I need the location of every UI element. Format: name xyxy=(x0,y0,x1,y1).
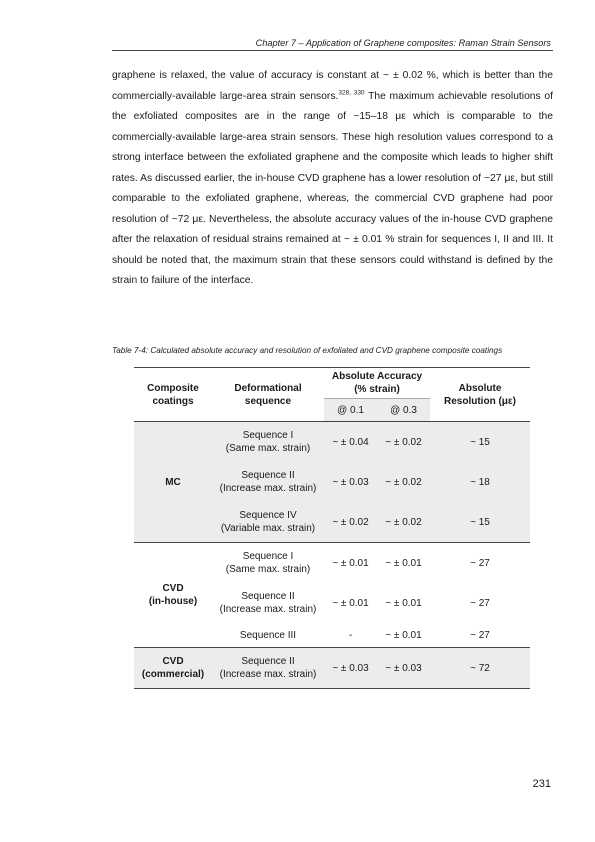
col-header-sequence xyxy=(212,368,324,422)
col-header-accuracy xyxy=(324,368,430,399)
accuracy-0-3-cell: ~ ± 0.02 xyxy=(377,502,430,543)
citation: 328, 330 xyxy=(338,89,365,97)
col-header-coatings-line1: Composite xyxy=(147,382,199,394)
accuracy-0-1-cell: ~ ± 0.01 xyxy=(324,543,377,584)
sequence-line: (Increase max. strain) xyxy=(219,483,317,494)
table-caption: Table 7-4: Calculated absolute accuracy and resolution of exfoliated and CVD graphene composite coatings xyxy=(112,346,503,355)
accuracy-0-1-cell: ~ ± 0.03 xyxy=(324,462,377,502)
running-header: Chapter 7 – Application of Graphene composites: Raman Strain Sensors xyxy=(255,38,551,48)
accuracy-0-1-cell: ~ ± 0.03 xyxy=(324,648,377,689)
group-name-line: CVD xyxy=(162,583,184,594)
sequence-cell xyxy=(212,543,324,584)
body-paragraph xyxy=(112,66,553,292)
group-name-line: MC xyxy=(165,476,181,488)
table-body xyxy=(134,422,530,689)
col-header-accuracy-line2: (% strain) xyxy=(354,384,400,395)
sequence-line: Sequence I xyxy=(242,430,294,441)
col-header-resolution-line2: Resolution (με) xyxy=(444,395,516,407)
sequence-line: (Same max. strain) xyxy=(225,443,311,454)
group-name-cell xyxy=(134,422,212,543)
page-number: 231 xyxy=(532,778,551,790)
table-row xyxy=(134,543,530,584)
sequence-cell xyxy=(212,502,324,543)
sequence-cell xyxy=(212,422,324,463)
sequence-line: Sequence II xyxy=(241,591,295,602)
paragraph-text-2: The maximum achievable resolutions of the exfoliated composites are in the range of ~15–18 με which is comparable to the commercially-available large-area strain sensors. These high resolution values correspond to a strong interface between the exfoliated graphene and the composite which leads to higher shift rates. As discussed earlier, the in-house CVD graphene has a lower resolution of ~27 με, but still comparable to the exfoliated graphene, whereas, the commercial CVD graphene had poor resolution of ~72 με. Nevertheless, the absolute accuracy values of the in-house CVD graphene after the relaxation of residual strains remained at ~ ± 0.01 % strain for sequences I, II and III. It should be noted that, the maximum strain that these sensors could withstand is defined by the strain to failure of the interface. xyxy=(112,90,553,286)
resolution-cell: ~ 15 xyxy=(430,502,530,543)
accuracy-0-3-cell: ~ ± 0.02 xyxy=(377,462,430,502)
accuracy-0-3-cell: ~ ± 0.01 xyxy=(385,597,422,609)
sequence-line: (Increase max. strain) xyxy=(219,669,317,680)
accuracy-0-3-cell: ~ ± 0.01 xyxy=(385,629,422,641)
resolution-cell: ~ 72 xyxy=(430,648,530,689)
group-name-line: (in-house) xyxy=(148,596,198,607)
resolution-cell: ~ 18 xyxy=(430,462,530,502)
resolution-cell: ~ 27 xyxy=(430,543,530,584)
sequence-cell xyxy=(212,648,324,689)
col-header-resolution-line1: Absolute xyxy=(458,382,502,394)
sequence-cell xyxy=(212,583,324,623)
accuracy-0-1-cell: ~ ± 0.02 xyxy=(324,502,377,543)
col-header-coatings-line2: coatings xyxy=(152,395,194,407)
sequence-line: Sequence I xyxy=(242,551,294,562)
accuracy-0-3-cell: ~ ± 0.01 xyxy=(377,543,430,584)
sequence-cell xyxy=(212,462,324,502)
accuracy-0-3-cell: ~ ± 0.03 xyxy=(377,648,430,689)
paragraph-text-1: graphene is relaxed, the value of accuracy is constant at ~ ± 0.02 %, which is better than the commercially-available large-area strain sensors. xyxy=(112,70,553,102)
accuracy-0-1-cell: ~ ± 0.04 xyxy=(324,422,377,463)
sequence-line: Sequence II xyxy=(241,470,295,481)
group-name-line: (commercial) xyxy=(141,669,205,680)
col-header-at-0-1: @ 0.1 xyxy=(324,399,377,422)
col-header-coatings xyxy=(134,368,212,422)
col-header-accuracy-line1: Absolute Accuracy xyxy=(331,371,423,382)
sequence-line: Sequence IV xyxy=(239,510,297,521)
accuracy-0-1-cell: ~ ± 0.01 xyxy=(332,597,369,609)
resolution-cell: ~ 27 xyxy=(470,629,490,641)
resolution-cell: ~ 27 xyxy=(470,597,490,609)
sequence-line: Sequence II xyxy=(241,656,295,667)
sequence-cell xyxy=(212,623,324,648)
accuracy-0-3-cell: ~ ± 0.02 xyxy=(377,422,430,463)
sequence-line: (Variable max. strain) xyxy=(220,523,316,534)
col-header-sequence-line1: Deformational xyxy=(234,382,302,394)
results-table xyxy=(134,367,530,689)
table-row xyxy=(134,648,530,689)
accuracy-0-1-cell: - xyxy=(348,629,353,641)
group-name-line: CVD xyxy=(162,656,184,667)
resolution-cell: ~ 15 xyxy=(430,422,530,463)
col-header-sequence-line2: sequence xyxy=(244,395,292,407)
col-header-at-0-3: @ 0.3 xyxy=(377,399,430,422)
group-name-cell xyxy=(134,648,212,689)
sequence-line: (Increase max. strain) xyxy=(219,604,317,615)
col-header-resolution xyxy=(430,368,530,422)
sequence-line: (Same max. strain) xyxy=(225,564,311,575)
group-name-cell xyxy=(134,543,212,648)
table-row xyxy=(134,422,530,463)
header-rule xyxy=(112,50,553,51)
sequence-line: Sequence III xyxy=(239,629,297,641)
